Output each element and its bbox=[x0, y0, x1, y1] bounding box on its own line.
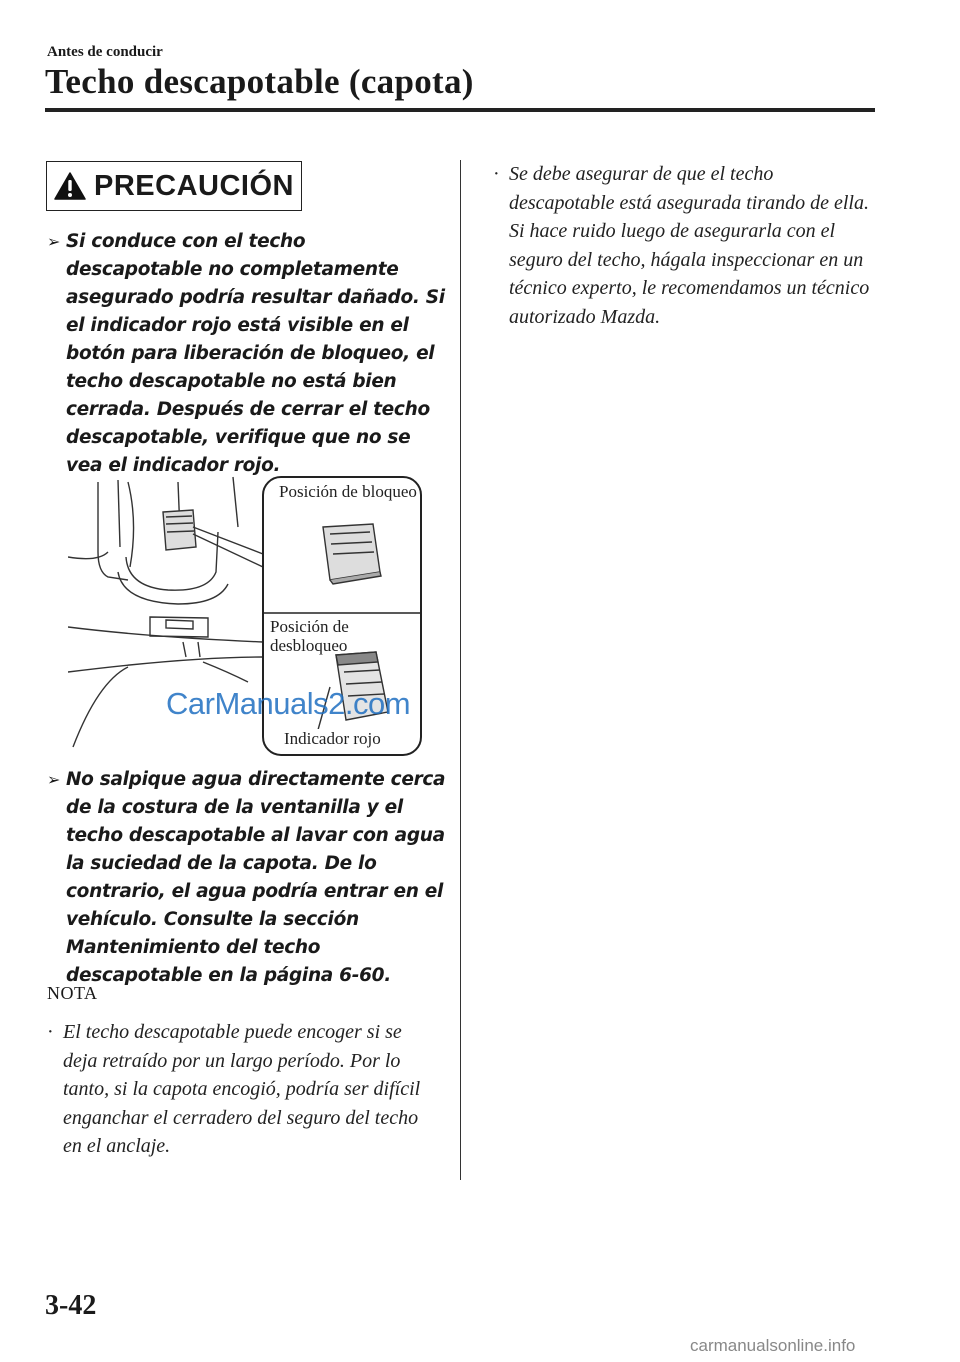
caution-box bbox=[46, 161, 302, 211]
label-unlock-position: Posición de desbloqueo bbox=[270, 617, 349, 655]
title-rule bbox=[45, 108, 875, 112]
arrow-bullet-icon: ➢ bbox=[47, 232, 61, 251]
label-red-indicator: Indicador rojo bbox=[284, 729, 381, 748]
note-item bbox=[47, 1018, 437, 1161]
footer-site-link[interactable]: carmanualsonline.info bbox=[690, 1336, 856, 1355]
dot-bullet-icon: · bbox=[493, 163, 500, 185]
note-item-text: Se debe asegurar de que el techo descapotable está asegurada tirando de ella. Si hace ruido luego de asegurarla con el seguro del techo, hágala inspeccionar en un técnico experto, le recomendamos un técnico autorizado Mazda. bbox=[509, 163, 870, 328]
caution-label: PRECAUCIÓN bbox=[94, 169, 294, 202]
roof-lock-figure bbox=[68, 472, 424, 760]
note-heading: NOTA bbox=[47, 983, 98, 1003]
caution-item-text: Si conduce con el techo descapotable no completamente asegurado podría resultar dañado. Si el indicador rojo está visible en el botón para liberación de bloqueo, el techo descapotable no está bien cerrada. Después de cerrar el techo descapotable, verifique que no se vea el indicador rojo. bbox=[66, 231, 445, 476]
column-divider bbox=[460, 160, 461, 1180]
page-number: 3-42 bbox=[45, 1290, 97, 1321]
caution-item bbox=[47, 766, 447, 990]
note-item bbox=[493, 160, 873, 332]
watermark: CarManuals2.com bbox=[166, 686, 411, 721]
caution-item bbox=[47, 228, 447, 480]
dot-bullet-icon: · bbox=[47, 1021, 54, 1043]
note-item-text: El techo descapotable puede encoger si se deja retraído por un largo período. Por lo tanto, si la capota encogió, podría ser difícil enganchar el cerradero del seguro del techo en el anclaje. bbox=[63, 1021, 421, 1158]
caution-item-text: No salpique agua directamente cerca de la costura de la ventanilla y el techo descapotable al lavar con agua la suciedad de la capota. De lo contrario, el agua podría entrar en el vehículo. Consulte la sección Mantenimiento del techo descapotable en la página 6-60. bbox=[66, 769, 446, 986]
page-title: Techo descapotable (capota) bbox=[45, 62, 474, 101]
warning-triangle-icon bbox=[54, 172, 86, 200]
breadcrumb: Antes de conducir bbox=[47, 44, 163, 60]
label-lock-position: Posición de bloqueo bbox=[279, 482, 417, 501]
arrow-bullet-icon: ➢ bbox=[47, 770, 61, 789]
